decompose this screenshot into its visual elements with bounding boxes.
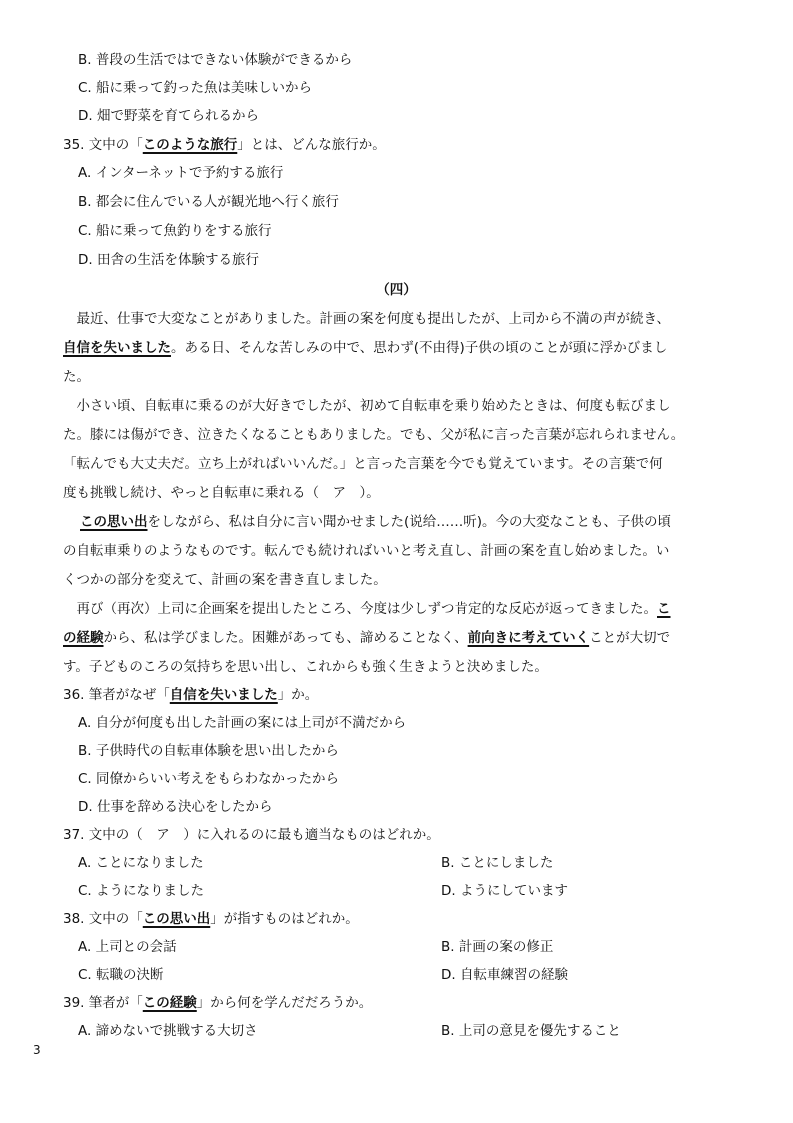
- passage-text: ことが大切で: [589, 630, 671, 646]
- q38-option-d: D. 自転車練習の経験: [441, 967, 568, 983]
- q35-suffix: 」とは、どんな旅行か。: [237, 137, 386, 153]
- q35-prefix: 35. 文中の「: [63, 137, 143, 153]
- q36-suffix: 」か。: [277, 687, 319, 703]
- passage-line: 小さい頃、自転車に乗るのが大好きでしたが、初めて自転車を乗り始めたときは、何度も転びまし: [63, 398, 671, 414]
- q37-option-b: B. ことにしました: [441, 855, 554, 871]
- passage-underline: 自信を失いました: [63, 340, 171, 356]
- passage-line: くつかの部分を変えて、計画の案を書き直しました。: [63, 572, 387, 588]
- q35-option-b: B. 都会に住んでいる人が観光地へ行く旅行: [78, 194, 339, 210]
- passage-line: [63, 338, 733, 358]
- q34-option-b: B. 普段の生活ではできない体験ができるから: [78, 52, 353, 68]
- passage-text: 再び（再次）上司に企画案を提出したところ、今度は少しずつ肯定的な反応が返ってきました。: [63, 601, 657, 617]
- q39-stem: [63, 993, 372, 1013]
- q35-stem: [63, 135, 386, 155]
- passage-underline: この思い出: [80, 514, 148, 530]
- q38-highlight: この思い出: [142, 911, 211, 927]
- q36-option-b: B. 子供時代の自転車体験を思い出したから: [78, 743, 339, 759]
- q37-stem: 37. 文中の（ ア ）に入れるのに最も適当なものはどれか。: [63, 827, 440, 843]
- q34-option-d: D. 畑で野菜を育てられるから: [78, 108, 259, 124]
- q39-highlight: この経験: [142, 995, 197, 1011]
- q35-option-a: A. インターネットで予約する旅行: [78, 165, 284, 181]
- q38-option-b: B. 計画の案の修正: [441, 939, 554, 955]
- passage-underline: 前向きに考えていく: [467, 630, 590, 646]
- q36-option-a: A. 自分が何度も出した計画の案には上司が不満だから: [78, 715, 407, 731]
- passage-text: 。ある日、そんな苦しみの中で、思わず(不由得)子供の頃のことが頭に浮かびまし: [171, 340, 668, 356]
- q39-prefix: 39. 筆者が「: [63, 995, 143, 1011]
- q37-option-a: A. ことになりました: [78, 855, 204, 871]
- q35-option-c: C. 船に乗って魚釣りをする旅行: [78, 223, 272, 239]
- passage-underline: こ: [657, 601, 671, 617]
- passage-line: た。: [63, 369, 90, 385]
- q36-stem: [63, 685, 318, 705]
- q36-option-d: D. 仕事を辞める決心をしたから: [78, 799, 273, 815]
- section-title: （四）: [376, 282, 417, 298]
- q35-highlight: このような旅行: [142, 137, 238, 153]
- q37-option-d: D. ようにしています: [441, 883, 568, 899]
- q35-option-d: D. 田舎の生活を体験する旅行: [78, 252, 259, 268]
- passage-underline: の経験: [63, 630, 104, 646]
- passage-text: から、私は学びました。困難があっても、諦めることなく、: [103, 630, 468, 646]
- passage-line: た。膝には傷ができ、泣きたくなることもありました。でも、父が私に言った言葉が忘れられません。: [63, 427, 685, 443]
- passage-line: 最近、仕事で大変なことがありました。計画の案を何度も提出したが、上司から不満の声が続き、: [63, 311, 670, 327]
- passage-line: 度も挑戦し続け、やっと自転車に乗れる（ ア ）。: [63, 485, 380, 501]
- page-number: 3: [33, 1043, 41, 1057]
- q36-highlight: 自信を失いました: [169, 687, 278, 703]
- q39-suffix: 」から何を学んだだろうか。: [196, 995, 373, 1011]
- q38-prefix: 38. 文中の「: [63, 911, 143, 927]
- q39-option-b: B. 上司の意見を優先すること: [441, 1023, 621, 1039]
- q38-option-c: C. 転職の決断: [78, 967, 164, 983]
- q38-stem: [63, 909, 359, 929]
- q39-option-a: A. 諦めないで挑戦する大切さ: [78, 1023, 258, 1039]
- passage-line: す。子どものころの気持ちを思い出し、これからも強く生きようと決めました。: [63, 659, 548, 675]
- q36-option-c: C. 同僚からいい考えをもらわなかったから: [78, 771, 340, 787]
- passage-line: [63, 628, 733, 648]
- q38-option-a: A. 上司との会話: [78, 939, 177, 955]
- passage-line: [63, 599, 733, 619]
- passage-line: 「転んでも大丈夫だ。立ち上がればいいんだ。」と言った言葉を今でも覚えています。その言葉で何: [63, 456, 663, 472]
- q34-option-c: C. 船に乗って釣った魚は美味しいから: [78, 80, 313, 96]
- passage-line: の自転車乗りのようなものです。転んでも続ければいいと考え直し、計画の案を直し始めました。い: [63, 543, 670, 559]
- q38-suffix: 」が指すものはどれか。: [210, 911, 359, 927]
- q36-prefix: 36. 筆者がなぜ「: [63, 687, 170, 703]
- q37-option-c: C. ようになりました: [78, 883, 205, 899]
- passage-line: [80, 512, 750, 532]
- passage-text: をしながら、私は自分に言い聞かせました(说给……听)。今の大変なことも、子供の頃: [147, 514, 672, 530]
